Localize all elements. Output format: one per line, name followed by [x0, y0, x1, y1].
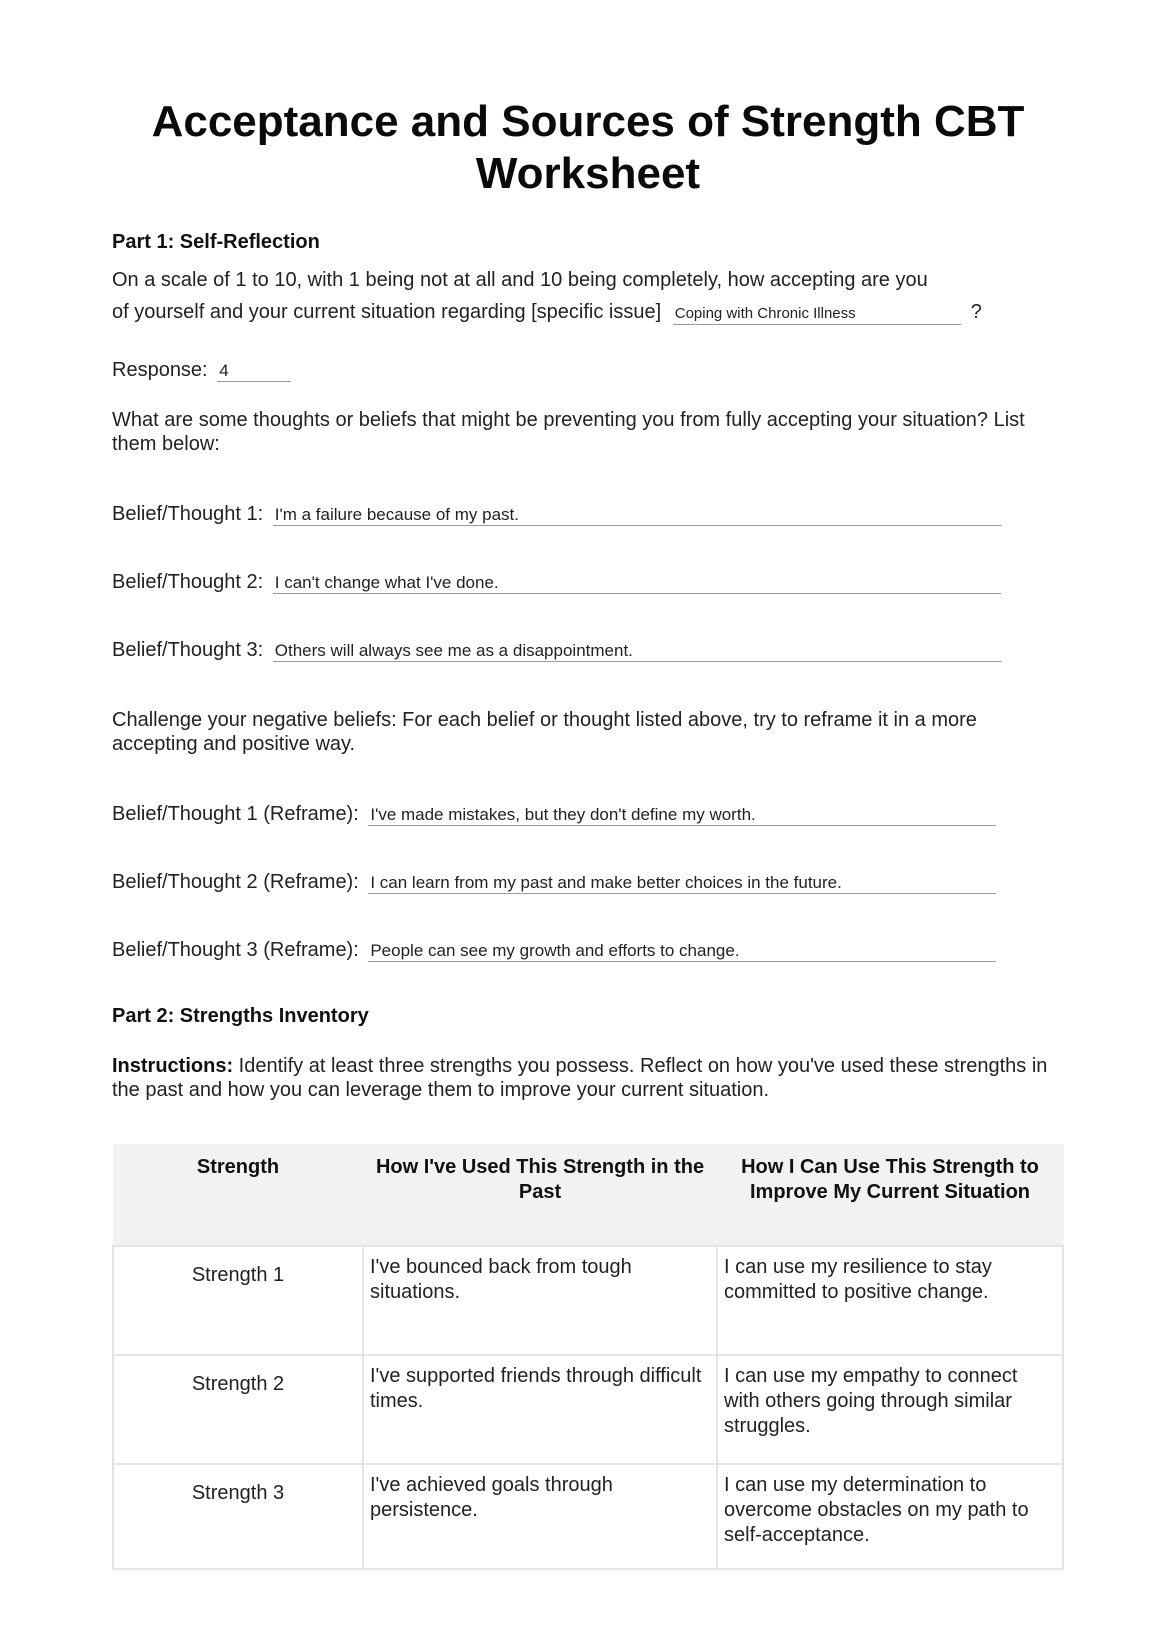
table-row — [113, 1355, 1063, 1464]
header-future-use: How I Can Use This Strength to Improve My Current Situation — [717, 1145, 1063, 1247]
question-mark: ? — [970, 301, 982, 323]
belief-row-2 — [112, 570, 1001, 594]
reframe-label: Belief/Thought 2 (Reframe): — [112, 871, 359, 893]
reframe-row-3 — [112, 938, 996, 962]
response-field[interactable]: 4 — [217, 361, 291, 382]
instructions — [112, 1054, 1062, 1102]
future-use-cell[interactable]: I can use my empathy to connect with others going through similar struggles. — [717, 1355, 1063, 1464]
belief-label: Belief/Thought 3: — [112, 639, 264, 661]
header-strength: Strength — [113, 1145, 363, 1247]
future-use-cell[interactable]: I can use my resilience to stay committed to positive change. — [717, 1246, 1063, 1355]
reframe-label: Belief/Thought 3 (Reframe): — [112, 939, 359, 961]
table-row — [113, 1464, 1063, 1569]
instructions-text: Identify at least three strengths you possess. Reflect on how you've used these strengths in the past and how you can leverage them to improve your current situation. — [112, 1055, 1048, 1101]
part2-heading: Part 2: Strengths Inventory — [112, 1005, 369, 1027]
scale-question-line-2 — [112, 300, 1062, 325]
table-header-row — [113, 1145, 1063, 1247]
reframe-row-1 — [112, 802, 996, 826]
header-past-use: How I've Used This Strength in the Past — [363, 1145, 717, 1247]
belief-field-1[interactable]: I'm a failure because of my past. — [273, 505, 1001, 526]
response-label: Response: — [112, 359, 208, 381]
scale-question-line-1: On a scale of 1 to 10, with 1 being not at all and 10 being completely, how accepting are you — [112, 269, 928, 291]
past-use-cell[interactable]: I've bounced back from tough situations. — [363, 1246, 717, 1355]
scale-question — [112, 268, 1062, 325]
strength-name: Strength 1 — [113, 1246, 363, 1355]
reframe-row-2 — [112, 870, 996, 894]
belief-row-1 — [112, 502, 1001, 526]
reframe-label: Belief/Thought 1 (Reframe): — [112, 803, 359, 825]
reframe-field-3[interactable]: People can see my growth and efforts to change. — [368, 941, 996, 962]
future-use-cell[interactable]: I can use my determination to overcome obstacles on my path to self-acceptance. — [717, 1464, 1063, 1569]
belief-field-3[interactable]: Others will always see me as a disappointment. — [273, 641, 1001, 662]
specific-issue-field[interactable]: Coping with Chronic Illness — [673, 304, 961, 325]
belief-row-3 — [112, 638, 1001, 662]
title-line-1: Acceptance and Sources of Strength CBT — [151, 97, 1025, 146]
past-use-cell[interactable]: I've achieved goals through persistence. — [363, 1464, 717, 1569]
part1-heading: Part 1: Self-Reflection — [112, 231, 320, 253]
strength-name: Strength 2 — [113, 1355, 363, 1464]
belief-label: Belief/Thought 1: — [112, 503, 264, 525]
belief-field-2[interactable]: I can't change what I've done. — [273, 573, 1001, 594]
past-use-cell[interactable]: I've supported friends through difficult times. — [363, 1355, 717, 1464]
beliefs-prompt: What are some thoughts or beliefs that might be preventing you from fully accepting your situation? List them below: — [112, 409, 1025, 455]
table-row — [113, 1246, 1063, 1355]
strength-name: Strength 3 — [113, 1464, 363, 1569]
response-row — [112, 358, 291, 382]
instructions-label: Instructions: — [112, 1055, 234, 1077]
reframe-field-1[interactable]: I've made mistakes, but they don't define my worth. — [368, 805, 996, 826]
page-title — [100, 96, 1076, 200]
title-line-2: Worksheet — [475, 149, 701, 198]
belief-label: Belief/Thought 2: — [112, 571, 264, 593]
challenge-prompt: Challenge your negative beliefs: For each belief or thought listed above, try to reframe it in a more accepting and positive way. — [112, 709, 977, 755]
strengths-table — [112, 1144, 1064, 1570]
reframe-field-2[interactable]: I can learn from my past and make better choices in the future. — [368, 873, 996, 894]
scale-question-text: of yourself and your current situation regarding [specific issue] — [112, 301, 662, 323]
